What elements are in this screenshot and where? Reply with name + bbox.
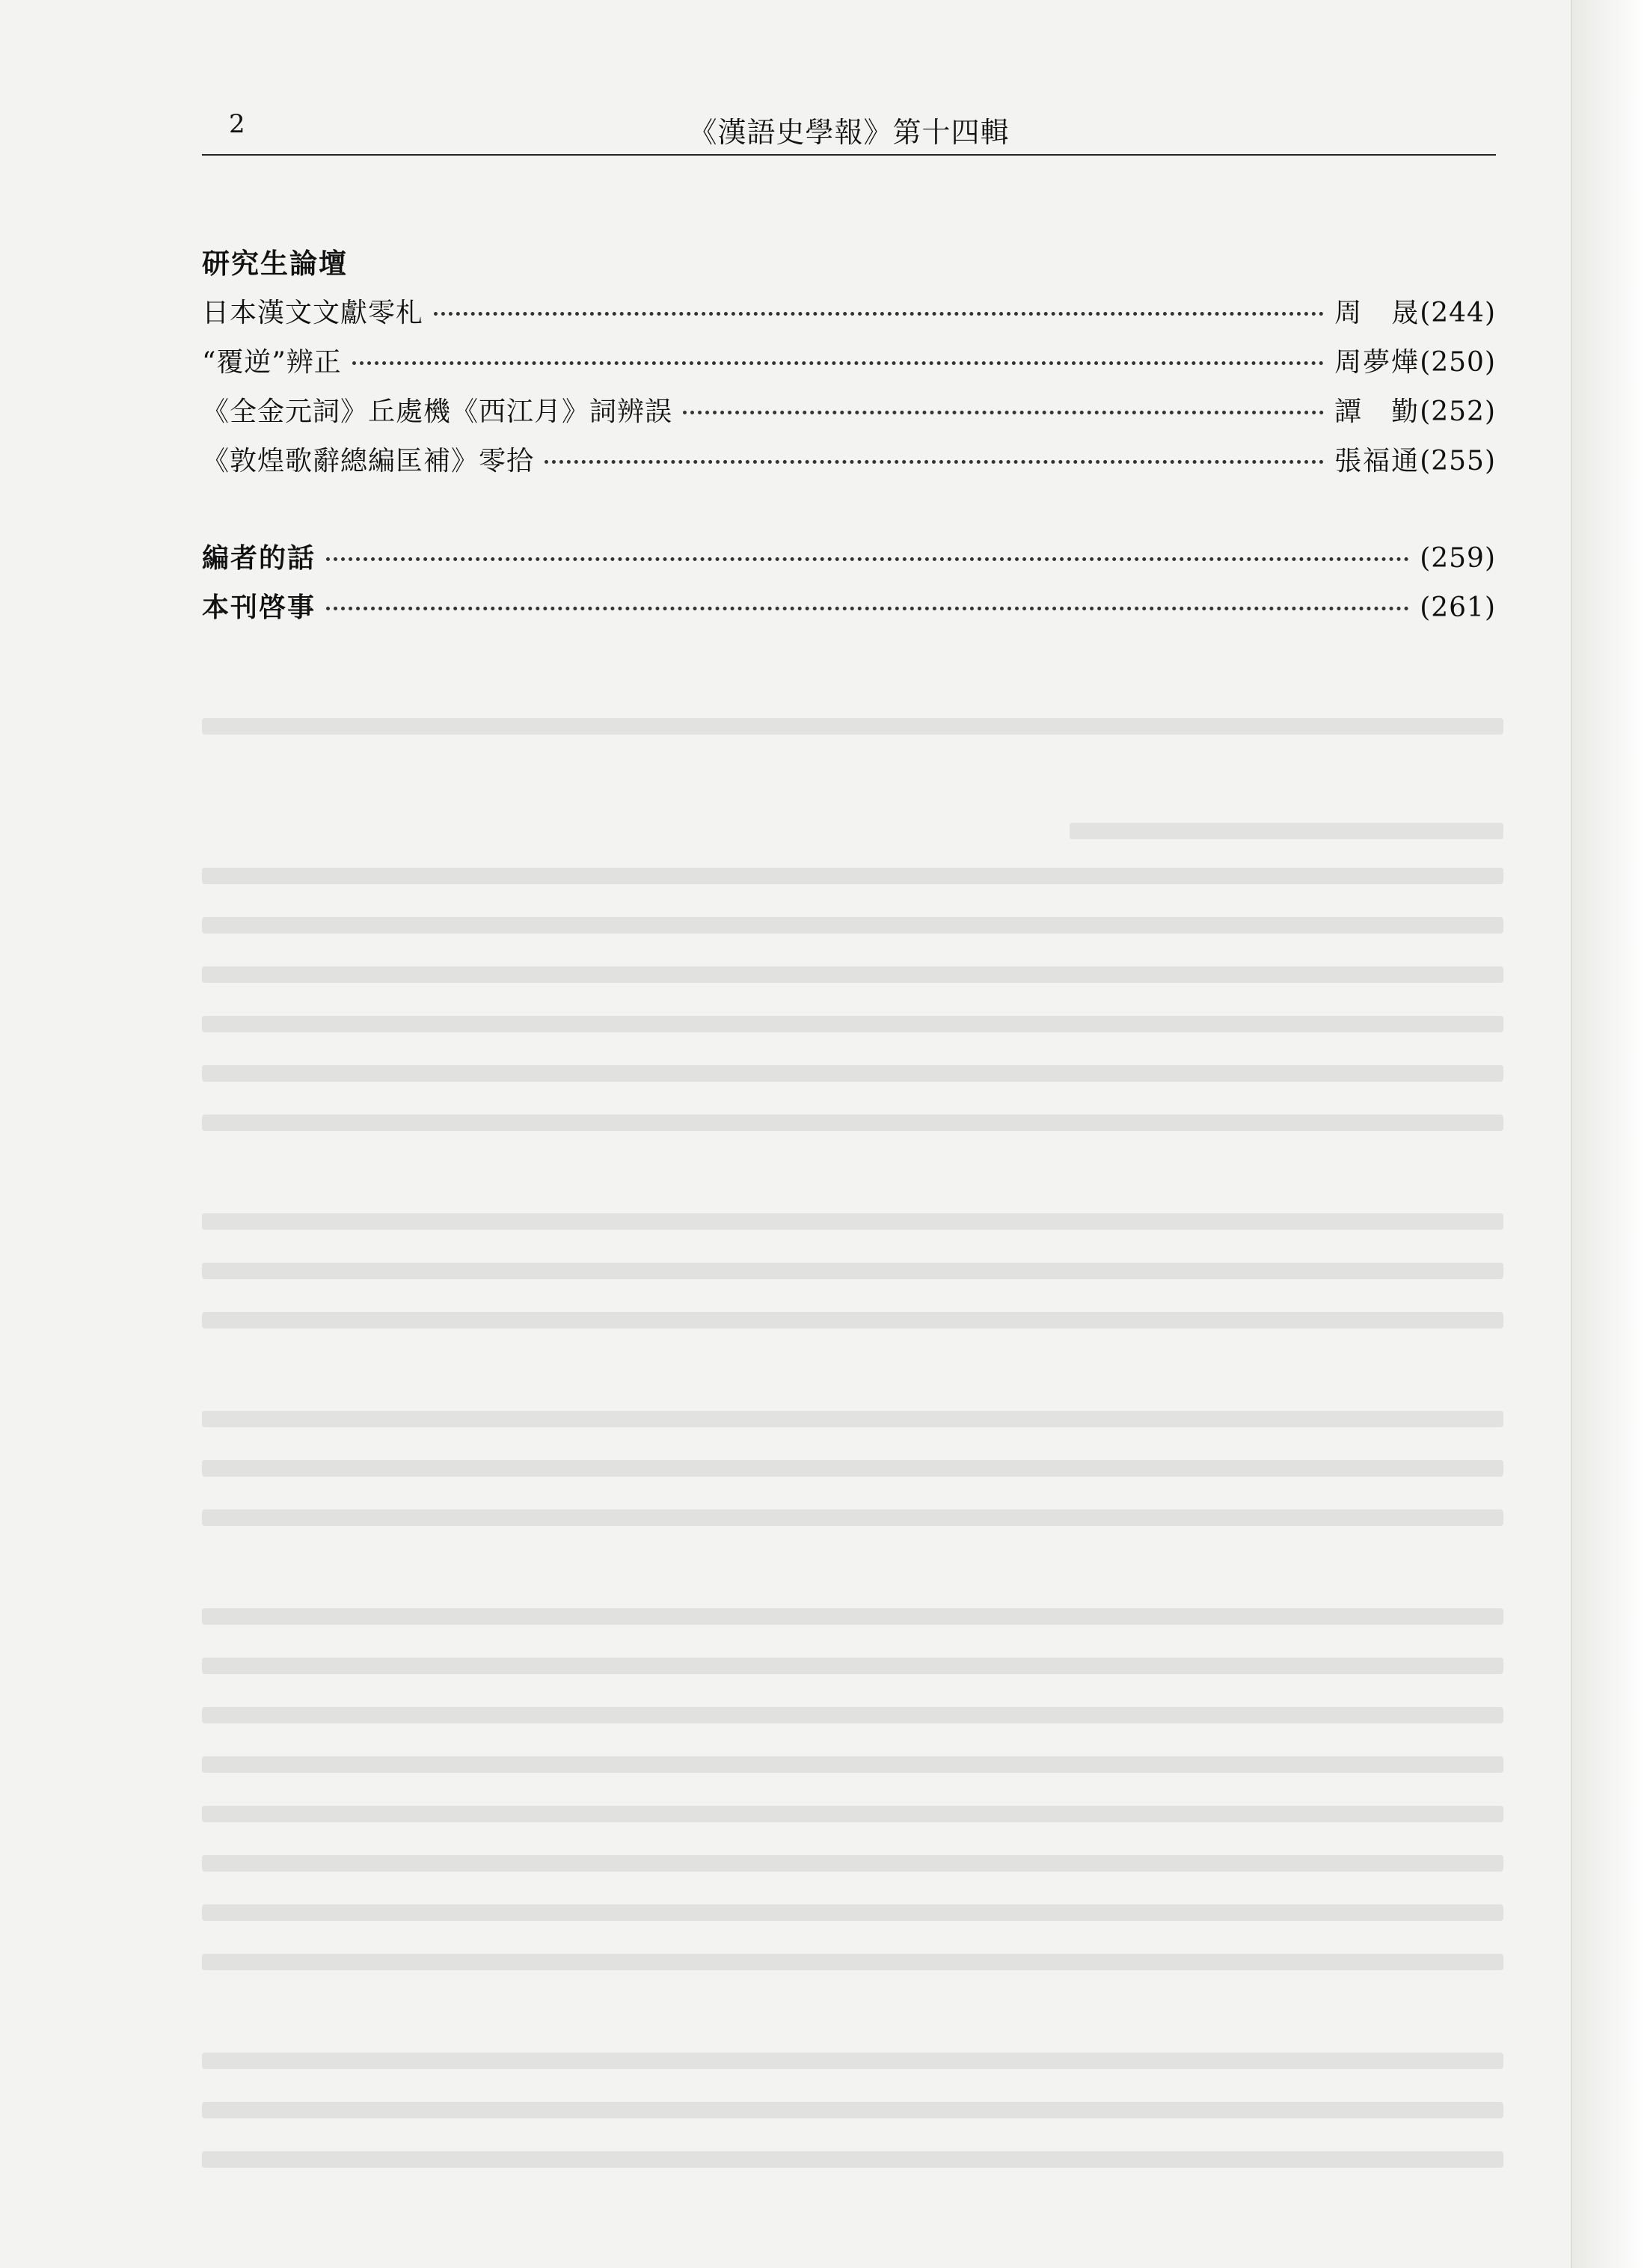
- toc-entry: [202, 341, 1496, 383]
- toc-extra-entry: [202, 537, 1496, 579]
- toc-entry-author: 張福通: [1334, 446, 1420, 476]
- dot-leader: [545, 460, 1324, 464]
- toc-entry-title: “覆逆”辨正: [202, 347, 342, 378]
- toc-entry-page: (250): [1420, 347, 1496, 378]
- toc-entry-author: 周 晟: [1334, 298, 1420, 328]
- toc-entry-page: (255): [1420, 446, 1496, 476]
- page-edge: [1572, 0, 1647, 2268]
- dot-leader: [326, 557, 1409, 561]
- toc-entry: [202, 390, 1496, 432]
- dot-leader: [683, 411, 1324, 414]
- toc-entry-title: 日本漢文文獻零札: [202, 298, 424, 328]
- toc-entry: [202, 440, 1496, 482]
- show-through-text: [202, 718, 1503, 2214]
- toc-entry-page: (244): [1420, 298, 1496, 328]
- dot-leader: [434, 312, 1324, 316]
- journal-title: 《漢語史學報》第十四輯: [688, 116, 1010, 149]
- toc-entry: [202, 292, 1496, 334]
- running-header: [202, 109, 1496, 156]
- toc-extra-page: (259): [1420, 543, 1496, 574]
- toc-entry-author: 周夢燁: [1334, 347, 1420, 378]
- toc-entry-title: 《全金元詞》丘處機《西江月》詞辨誤: [202, 396, 673, 427]
- toc-extra-title: 編者的話: [202, 543, 316, 574]
- page-number: 2: [229, 109, 245, 139]
- toc-extra-page: (261): [1420, 592, 1496, 623]
- dot-leader: [352, 361, 1324, 365]
- toc-entry-page: (252): [1420, 396, 1496, 427]
- toc-entry-author: 譚 勤: [1334, 396, 1420, 427]
- dot-leader: [326, 607, 1409, 610]
- toc-extra-title: 本刊啓事: [202, 592, 316, 623]
- toc-extra-entry: [202, 586, 1496, 628]
- section-heading: 研究生論壇: [202, 248, 348, 280]
- toc-entry-title: 《敦煌歌辭總編匡補》零拾: [202, 446, 535, 476]
